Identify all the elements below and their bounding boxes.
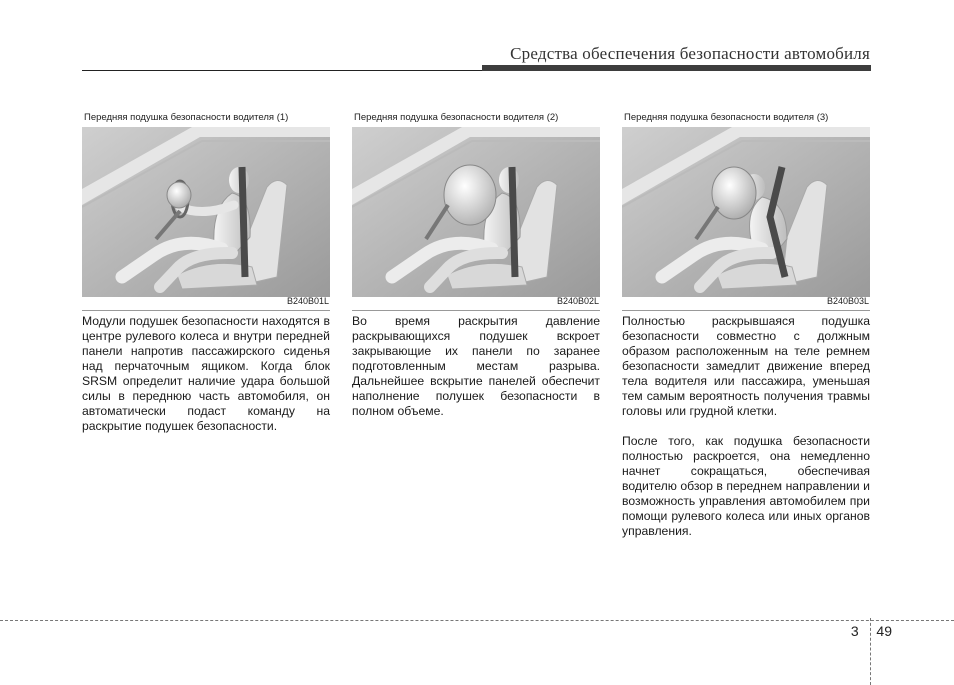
figure-caption: Передняя подушка безопасности водителя (1): [84, 112, 289, 123]
figure-code: B240B03L: [826, 296, 869, 306]
header-rule-thick: [482, 65, 871, 71]
paragraph: Полностью раскрывшаяся подушка безопасности совместно с должным образом расположенным на теле ремнем безопасности замедлит движение вперед тела водителя или пассажира, уменьшая тем самым вероятность получения травмы головы или грудной клетки.: [622, 314, 870, 418]
page-number: [851, 623, 892, 639]
figure-code: B240B01L: [286, 296, 329, 306]
figure-3: [622, 111, 870, 311]
column-3: [622, 111, 870, 539]
airbag-illustration-1: [82, 127, 330, 297]
column-1: [82, 111, 330, 434]
footer-dashed-rule: [0, 620, 954, 621]
airbag-illustration-3: [622, 127, 870, 297]
figure-caption: Передняя подушка безопасности водителя (2): [354, 112, 559, 123]
figure-code: B240B02L: [556, 296, 599, 306]
chapter-number: 3: [850, 623, 859, 639]
figure-caption: Передняя подушка безопасности водителя (3): [624, 112, 829, 123]
figure-2: [352, 111, 600, 311]
airbag-illustration-2: [352, 127, 600, 297]
figure-1: [82, 111, 330, 311]
paragraph: После того, как подушка безопасности полностью раскроется, она немедленно начнет сокращаться, обеспечивая водителю обзор в переднем направлении и возможность управления автомобилем при помощи рулевого колеса или иных органов управления.: [622, 434, 870, 538]
header-rule-thin: [82, 70, 482, 71]
paragraph: Модули подушек безопасности находятся в центре рулевого колеса и внутри передней панели напротив пассажирского сиденья над перчаточным ящиком. Когда блок SRSM определит наличие удара большой силы в переднюю часть автомобиля, он автоматически подаст команду на раскрытие подушек безопасности.: [82, 314, 330, 433]
page-index: 49: [876, 623, 892, 639]
section-title: Средства обеспечения безопасности автомобиля: [510, 44, 870, 63]
paragraph: Во время раскрытия давление раскрывающихся подушек вскроет закрывающие их панели по заранее подготовленным местам разрыва. Дальнейшее вскрытие панелей обеспечит наполнение полушек безопасности в полном объеме.: [352, 314, 600, 418]
column-2: [352, 111, 600, 419]
